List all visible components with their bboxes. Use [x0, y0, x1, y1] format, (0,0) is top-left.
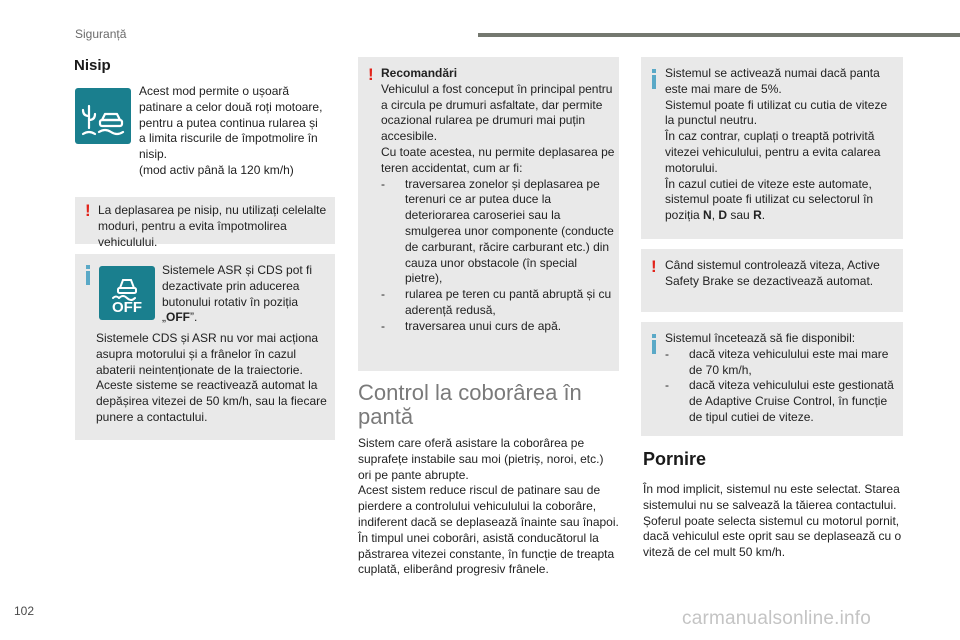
- descent-control-heading: Control la coborârea în pantă: [358, 380, 582, 429]
- header-rule: [478, 33, 960, 37]
- list-item: - dacă viteza vehiculului este gestionată de Adaptive Cruise Control, în funcție de tipul cutiei de viteze.: [665, 378, 899, 425]
- warning-icon: !: [85, 201, 91, 220]
- list-item: - traversarea zonelor și deplasarea pe terenuri ce ar putea duce la deteriorarea caroseriei sau la smulgerea unor componente (conducte de carburant, răcire carburant etc.) din cauza unor obstacole (în special pietre),: [381, 177, 615, 288]
- watermark: carmanualsonline.info: [682, 608, 872, 629]
- nisip-warning-text: La deplasarea pe nisip, nu utilizați celelalte moduri, pentru a evita împotmolirea vehiculului.: [98, 203, 327, 249]
- nisip-heading: Nisip: [74, 57, 111, 74]
- sand-mode-icon: [75, 88, 131, 144]
- pornire-heading: Pornire: [643, 449, 707, 469]
- info-icon: [651, 334, 656, 354]
- list-item: - rularea pe teren cu pantă abruptă și cu aderență redusă,: [381, 287, 615, 319]
- off-position-label: OFF: [166, 310, 190, 325]
- activation-info-box: [641, 57, 903, 239]
- recommendations-list: [381, 177, 615, 335]
- recommendations-box: [358, 57, 619, 371]
- esc-info-body: Sistemele CDS și ASR nu vor mai acționa asupra motorului și a frânelor în cazul abaterii neintenționate de la traiectorie. Aceste sisteme se reactivează automat la depășirea vitezei de 50 km/h, sau la fiecare punere a contactului.: [96, 331, 327, 424]
- pornire-body: În mod implicit, sistemul nu este selectat. Starea sistemului nu se salvează la tăierea contactului. Șoferul poate selecta sistemul cu motorul pornit, dacă vehiculul este oprit sau se deplasează cu o viteză de cel mult 50 km/h.: [643, 482, 902, 560]
- speed-control-warning-text: Când sistemul controlează viteza, Active Safety Brake se dezactivează automat.: [665, 258, 880, 288]
- off-icon-label: OFF: [112, 299, 142, 316]
- recommendations-title: Recomandări: [381, 66, 458, 80]
- esc-off-icon: [99, 266, 155, 320]
- speed-control-warning-box: [641, 249, 903, 312]
- warning-icon: !: [651, 257, 657, 276]
- recommendations-intro: Vehiculul a fost conceput în principal pentru a circula pe drumuri asfaltate, dar permite ocazional rularea pe drumuri mai puțin accesibile. Cu toate acestea, nu permite deplasarea pe teren accidentat, cum ar fi:: [381, 81, 615, 175]
- info-icon: [85, 265, 90, 285]
- section-header: Siguranță: [75, 27, 127, 41]
- unavailable-list: [665, 347, 899, 426]
- unavailable-intro: Sistemul încetează să fie disponibil:: [665, 331, 856, 345]
- warning-icon: !: [368, 65, 374, 84]
- list-item: - traversarea unui curs de apă.: [381, 319, 615, 335]
- list-item: - dacă viteza vehiculului este mai mare de 70 km/h,: [665, 347, 899, 379]
- esc-off-instruction: Sistemele ASR și CDS pot fi dezactivate prin aducerea butonului rotativ în poziția „OFF”.: [162, 263, 313, 325]
- nisip-description: Acest mod permite o ușoară patinare a celor două roți motoare, pentru a putea continua rularea și a limita riscurile de împotmolire în nisip. (mod activ până la 120 km/h): [139, 84, 323, 177]
- info-icon: [651, 69, 656, 89]
- unavailable-info-box: [641, 322, 903, 436]
- nisip-warning-box: [75, 197, 335, 249]
- descent-control-body: Sistem care oferă asistare la coborârea pe suprafețe instabile sau moi (pietriș, noroi, etc.) ori pe pante abrupte. Acest sistem reduce riscul de patinare sau de pierdere a controlului vehiculului la coborâre, indiferent dacă se deplasează înainte sau înapoi. În timpul unei coborâri, asistă conducătorul la păstrarea vitezei constante, în funcție de treapta cuplată, eliberând progresiv frânele.: [358, 436, 619, 577]
- activation-info-text: Sistemul se activează numai dacă panta este mai mare de 5%. Sistemul poate fi utilizat cu cutia de viteze la punctul neutru. În caz contrar, cuplați o treaptă potrivită vitezei vehiculului, pentru a evita calarea motorului. În cazul cutiei de viteze este automate, sistemul poate fi utilizat cu selectorul în poziția N, D sau R.: [665, 66, 888, 223]
- page-number: 102: [14, 604, 35, 618]
